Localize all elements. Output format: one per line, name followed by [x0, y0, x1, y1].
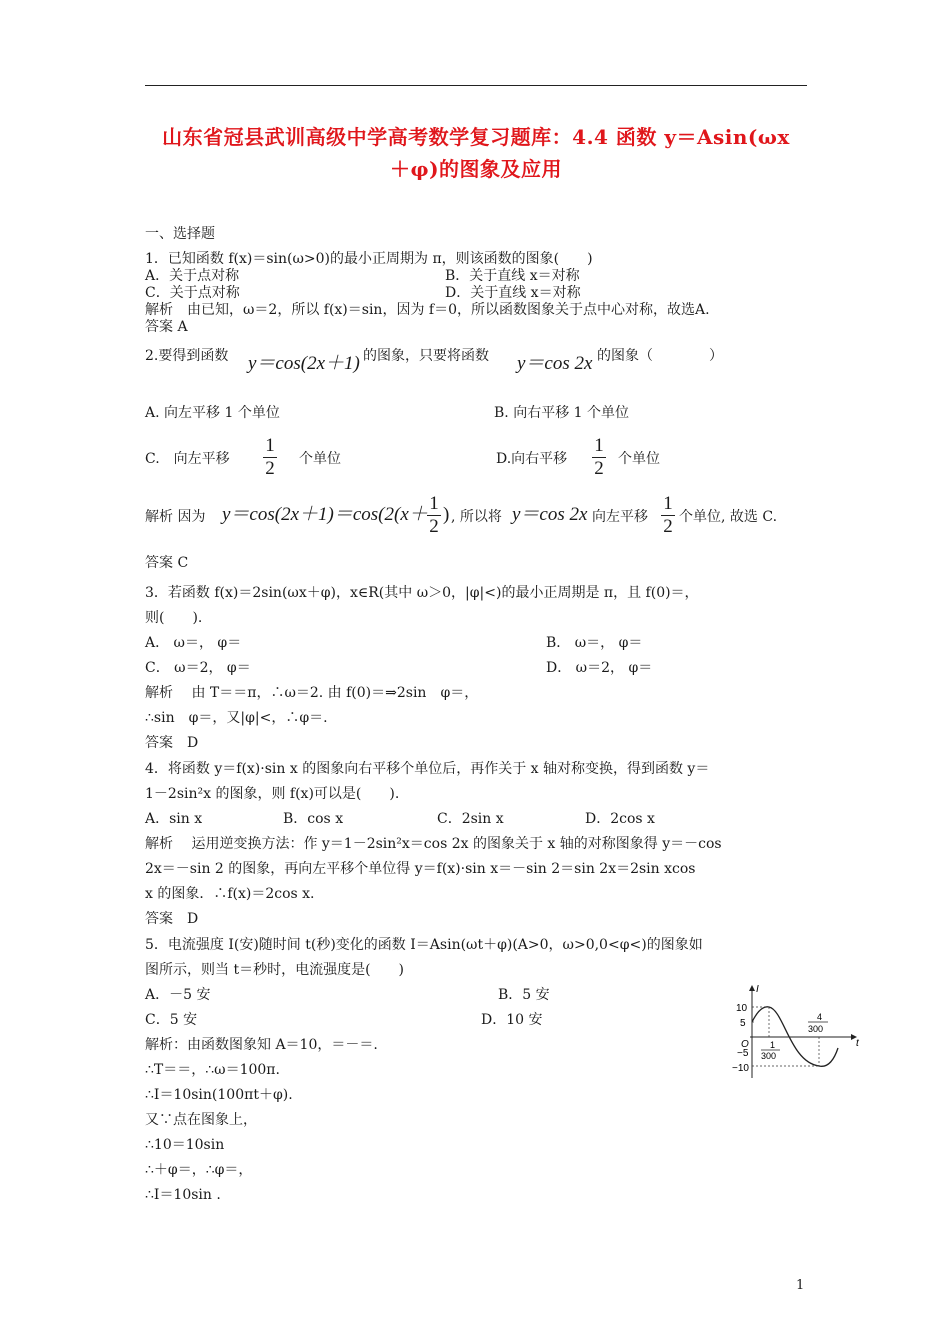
q4-option-c: C．2sin x: [437, 811, 504, 827]
y-tick-neg10: −10: [732, 1063, 749, 1074]
fraction-denominator: 2: [663, 516, 673, 537]
i-axis-label: I: [756, 984, 759, 995]
origin-label: O: [741, 1039, 749, 1050]
q2-stem-expr1: y＝cos(2x＋1): [248, 353, 360, 374]
fraction-denominator: 2: [265, 458, 275, 479]
q4-line-1: 4．将函数 y＝f(x)·sin x 的图象向右平移个单位后，再作关于 x 轴对称变换，得到函数 y＝: [145, 761, 710, 777]
q2-option-b: B. 向右平移 1 个单位: [494, 405, 629, 421]
q5-analysis-4: 又∵点在图象上，: [145, 1112, 257, 1128]
q3-option-d: D． ω＝2， φ＝: [546, 660, 653, 676]
q5-option-d: D．10 安: [481, 1012, 543, 1028]
q3-option-b: B． ω＝， φ＝: [546, 635, 643, 651]
q4-analysis-1: 解析 运用逆变换方法：作 y＝1－2sin²x＝cos 2x 的图象关于 x 轴的对称图象得 y＝－cos: [145, 836, 722, 852]
q2-option-c-post: 个单位: [299, 451, 341, 467]
q5-analysis-3: ∴I＝10sin(100πt＋φ).: [145, 1087, 293, 1103]
t-axis-label: t: [856, 1038, 859, 1049]
q2-analysis-fraction: [427, 494, 441, 537]
q2-option-d-fraction: [592, 436, 606, 479]
q3-option-a: A． ω＝， φ＝: [145, 635, 242, 651]
q5-analysis-6: ∴＋φ＝，∴φ＝，: [145, 1162, 253, 1178]
q1-option-d: D．关于直线 x＝对称: [445, 285, 581, 301]
q1-analysis: 解析 由已知，ω＝2，所以 f(x)＝sin，因为 f＝0，所以函数图象关于点中心对称，故选A.: [145, 302, 710, 318]
q2-analysis-expr2: y＝cos 2x: [512, 504, 588, 525]
q5-option-a: A．－5 安: [145, 987, 211, 1003]
q1-option-c: C．关于点对称: [145, 285, 240, 301]
q2-analysis-expr: y＝cos(2x＋1)＝cos(2(x＋: [222, 504, 428, 525]
q3-option-c: C． ω＝2， φ＝: [145, 660, 251, 676]
q2-answer: 答案 C: [145, 555, 189, 571]
header-rule: [145, 85, 807, 86]
fraction-denominator: 2: [429, 516, 439, 537]
q2-stem-a: 2.要得到函数: [145, 348, 229, 364]
q2-analysis-d: 个单位, 故选 C.: [679, 509, 778, 525]
q2-stem-c: 的图象（ ）: [597, 348, 723, 364]
y-tick-neg5: −5: [737, 1048, 749, 1059]
q2-option-a: A. 向左平移 1 个单位: [145, 405, 280, 421]
q4-option-d: D．2cos x: [585, 811, 655, 827]
q2-option-d-post: 个单位: [618, 451, 660, 467]
fraction-numerator: 1: [265, 435, 275, 456]
q4-analysis-3: x 的图象．∴f(x)＝2cos x.: [145, 886, 315, 902]
title-line-1: 山东省冠县武训高级中学高考数学复习题库：4.4 函数 y＝Asin(ωx: [162, 125, 790, 149]
q4-option-b: B．cos x: [283, 811, 344, 827]
fraction-numerator: 1: [594, 435, 604, 456]
title-line-2: ＋φ)的图象及应用: [389, 157, 563, 181]
q5-option-c: C．5 安: [145, 1012, 198, 1028]
q2-analysis-close-paren: ): [443, 504, 450, 525]
y-tick-5: 5: [740, 1018, 746, 1029]
q5-analysis-5: ∴10＝10sin: [145, 1137, 225, 1153]
fraction-numerator: 1: [663, 493, 673, 514]
q3-line-2: 则( ).: [145, 610, 203, 626]
q1-option-b: B．关于直线 x＝对称: [445, 268, 580, 284]
current-graph-figure: [728, 980, 868, 1080]
q3-line-1: 3．若函数 f(x)＝2sin(ωx＋φ)，x∈R(其中 ω＞0，|φ|<)的最小正周期是 π，且 f(0)＝，: [145, 585, 699, 601]
q2-analysis-a: 解析 因为: [145, 509, 206, 525]
q4-answer: 答案 D: [145, 911, 199, 927]
x-tick-2-den: 300: [808, 1024, 824, 1034]
q2-option-d-pre: D.向右平移: [496, 451, 568, 467]
section-heading: 一、选择题: [145, 226, 215, 242]
q1-stem: 1．已知函数 f(x)＝sin(ω>0)的最小正周期为 π，则该函数的图象( ): [145, 251, 593, 267]
q2-stem-expr2: y＝cos 2x: [517, 353, 593, 374]
q2-analysis-c: 向左平移: [592, 509, 648, 525]
q2-analysis-fraction-2: [661, 494, 675, 537]
q5-option-b: B．5 安: [498, 987, 550, 1003]
q4-line-2: 1－2sin²x 的图象，则 f(x)可以是( ).: [145, 786, 400, 802]
q2-option-c-pre: C. 向左平移: [145, 451, 230, 467]
q2-stem-b: 的图象，只要将函数: [363, 348, 489, 364]
q4-analysis-2: 2x＝－sin 2 的图象，再向左平移个单位得 y＝f(x)·sin x＝－sin 2＝sin 2x＝2sin xcos: [145, 861, 696, 877]
q1-answer: 答案 A: [145, 319, 188, 335]
q2-analysis-b: , 所以将: [451, 509, 502, 525]
q5-line-2: 图所示，则当 t＝秒时，电流强度是( ): [145, 962, 404, 978]
fraction-numerator: 1: [429, 493, 439, 514]
q3-answer: 答案 D: [145, 735, 199, 751]
q5-analysis-1: 解析：由函数图象知 A＝10，＝－＝.: [145, 1037, 378, 1053]
q3-analysis-2: ∴sin φ＝，又|φ|<，∴φ＝.: [145, 710, 328, 726]
q3-analysis-1: 解析 由 T＝＝π，∴ω＝2. 由 f(0)＝⇒2sin φ＝，: [145, 685, 479, 701]
x-tick-1-den: 300: [761, 1051, 777, 1061]
q5-line-1: 5．电流强度 I(安)随时间 t(秒)变化的函数 I＝Asin(ωt＋φ)(A>0，ω>0,0<φ<)的图象如: [145, 937, 703, 953]
x-tick-1-num: 1: [770, 1040, 776, 1050]
x-tick-2-num: 4: [817, 1012, 823, 1022]
q2-option-c-fraction: [263, 436, 277, 479]
page-number: 1: [796, 1278, 805, 1293]
q1-option-a: A．关于点对称: [145, 268, 240, 284]
q4-option-a: A．sin x: [145, 811, 203, 827]
y-tick-10: 10: [736, 1003, 748, 1014]
q5-analysis-7: ∴I＝10sin .: [145, 1187, 221, 1203]
q5-analysis-2: ∴T＝＝，∴ω＝100π.: [145, 1062, 280, 1078]
fraction-denominator: 2: [594, 458, 604, 479]
